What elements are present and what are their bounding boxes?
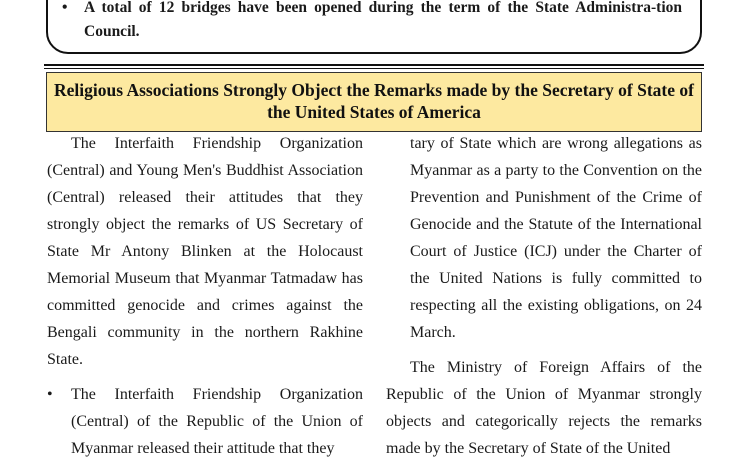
bullet-dot: • <box>62 0 68 16</box>
bullet-dot: • <box>47 386 53 403</box>
right-paragraph-2: The Ministry of Foreign Affairs of the Republic of the Union of Myanmar strongly objects and categorically rejects the remarks made by the Secretary of State of the United <box>386 359 702 457</box>
right-column <box>386 130 702 462</box>
highlight-bullet <box>62 0 682 44</box>
section-divider-thin <box>44 68 704 69</box>
left-bullet-1-text: The Interfaith Friendship Organization (Central) of the Republic of the Union of Myanmar released their attitude that they <box>71 386 363 457</box>
left-paragraph-1: The Interfaith Friendship Organization (Central) and Young Men's Buddhist Association (Central) released their attitudes that they strongly object the remarks of US Secretary of State Mr Antony Blinken at the Holocaust Memorial Museum that Myanmar Tatmadaw has committed genocide and crimes against the Bengali community in the northern Rakhine State. <box>47 135 363 368</box>
right-paragraph-1: tary of State which are wrong allegations as Myanmar as a party to the Convention on the Prevention and Punishment of the Crime of Genocide and the Statute of the International Court of Justice (ICJ) under the Charter of the United Nations is fully committed to respecting all the existing obligations, on 24 March. <box>410 135 702 341</box>
left-column <box>47 130 363 462</box>
left-bullet-1 <box>47 381 363 462</box>
article-headline: Religious Associations Strongly Object the Remarks made by the Secretary of State of the United States of America <box>46 72 702 132</box>
section-divider-thick <box>44 64 704 66</box>
highlight-bullet-text: A total of 12 bridges have been opened during the term of the State Administra-tion Council. <box>84 0 682 40</box>
